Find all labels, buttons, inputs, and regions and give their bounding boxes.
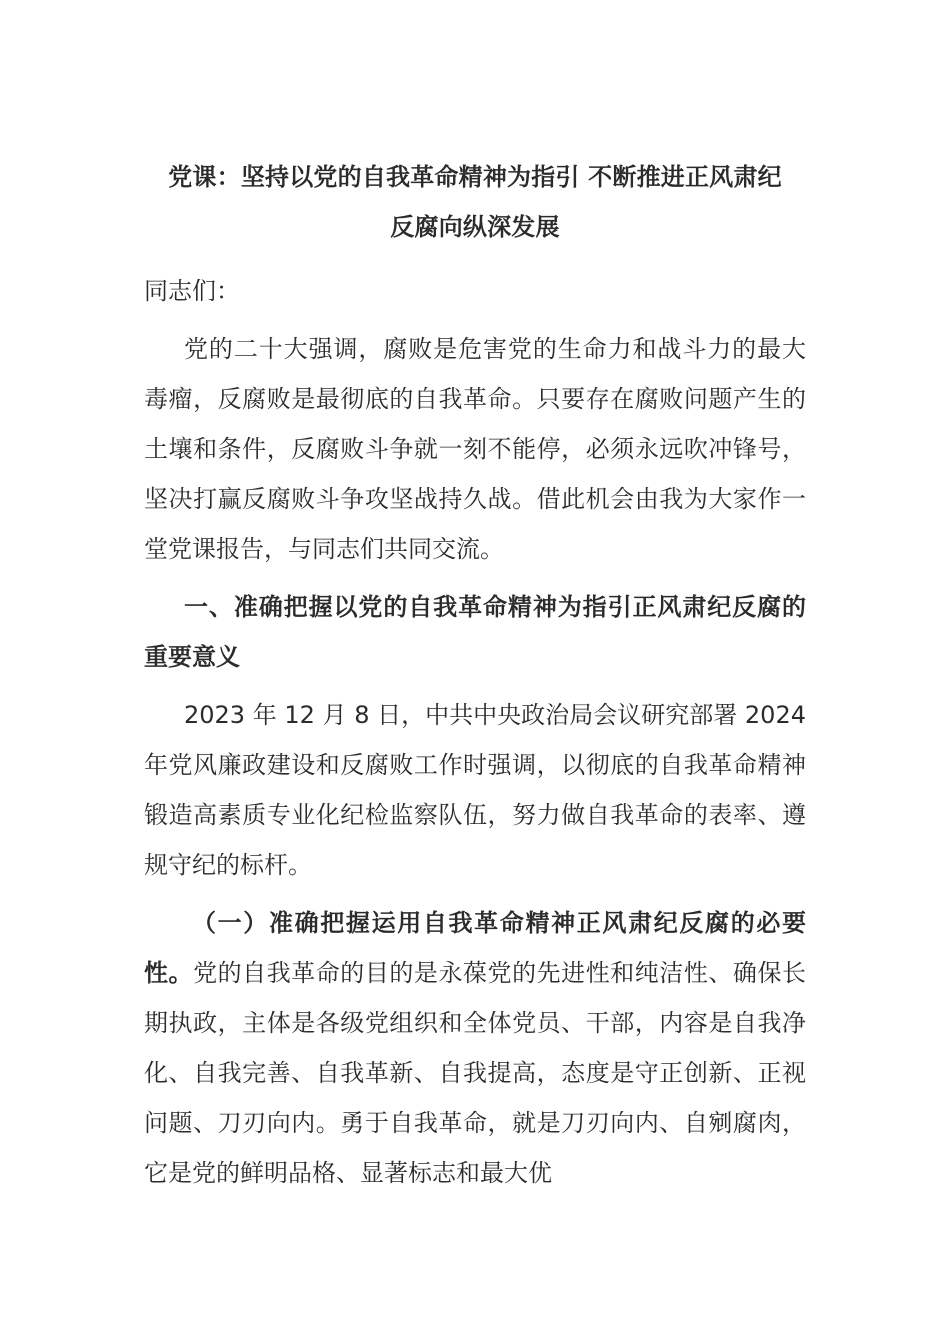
subsection-1-lead: （一）准确把握运用自我革命精神正风肃纪反腐的必要性。 xyxy=(144,909,806,987)
section-1-paragraph: 2023 年 12 月 8 日，中共中央政治局会议研究部署 2024 年党风廉政建设和反腐败工作时强调，以彻底的自我革命精神锻造高素质专业化纪检监察队伍，努力做自我革命的表率、遵规守纪的标杆。 xyxy=(144,701,806,879)
document-title-line-2: 反腐向纵深发展 xyxy=(390,213,560,241)
subsection-1-body: 党的自我革命的目的是永葆党的先进性和纯洁性、确保长期执政，主体是各级党组织和全体党员、干部，内容是自我净化、自我完善、自我革新、自我提高，态度是守正创新、正视问题、刀刃向内。勇于自我革命，就是刀刃向内、自剜腐肉，它是党的鲜明品格、显著标志和最大优 xyxy=(144,959,806,1187)
document-title-line-1: 党课：坚持以党的自我革命精神为指引 不断推进正风肃纪 xyxy=(168,163,782,191)
section-1-heading: 一、准确把握以党的自我革命精神为指引正风肃纪反腐的重要意义 xyxy=(144,593,806,671)
greeting: 同志们： xyxy=(144,277,240,305)
subsection-1-paragraph xyxy=(144,898,806,1198)
document-page xyxy=(144,152,806,1198)
intro-paragraph: 党的二十大强调，腐败是危害党的生命力和战斗力的最大毒瘤，反腐败是最彻底的自我革命。只要存在腐败问题产生的土壤和条件，反腐败斗争就一刻不能停，必须永远吹冲锋号，坚决打赢反腐败斗争攻坚战持久战。借此机会由我为大家作一堂党课报告，与同志们共同交流。 xyxy=(144,335,806,563)
document-title xyxy=(144,152,806,252)
